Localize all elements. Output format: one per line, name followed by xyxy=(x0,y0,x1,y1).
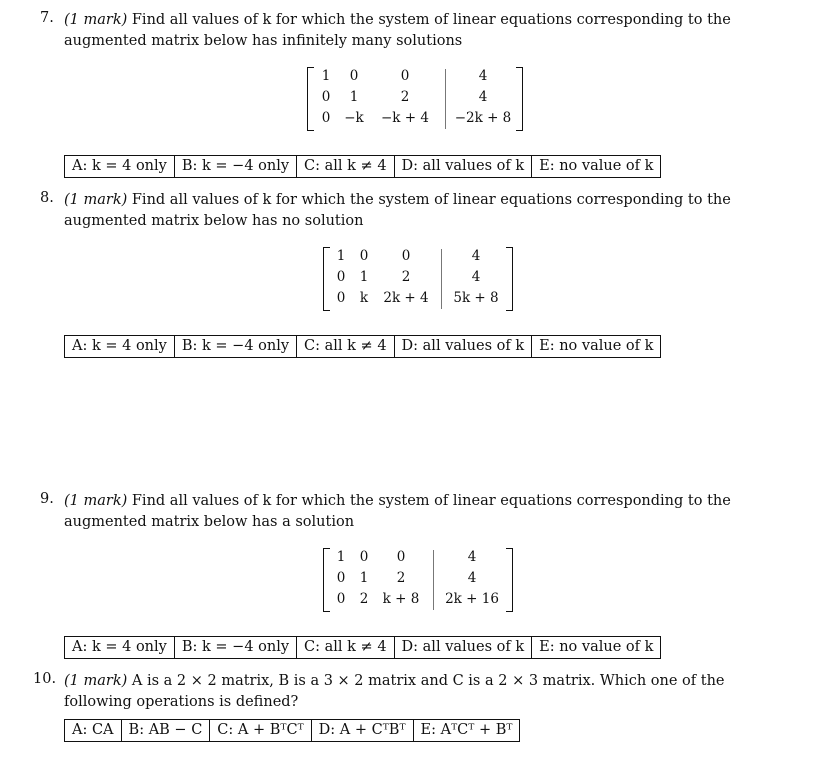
matrix-cell: 0 xyxy=(336,290,346,306)
choice-e[interactable]: E: no value of k xyxy=(539,338,654,354)
matrix-cell: −k + 4 xyxy=(381,110,429,126)
question-text xyxy=(64,491,776,533)
answer-choices xyxy=(64,155,661,178)
augment-bar xyxy=(433,550,434,610)
choice-d[interactable]: D: A + CᵀBᵀ xyxy=(312,720,414,741)
choice-e[interactable]: E: no value of k xyxy=(539,158,654,174)
question-text xyxy=(64,671,776,713)
matrix-cell: 1 xyxy=(336,248,346,264)
choice-b[interactable]: B: k = −4 only xyxy=(175,156,297,177)
left-bracket xyxy=(323,548,330,612)
matrix-cell: 2k + 4 xyxy=(383,290,429,306)
choice-d[interactable]: D: all values of k xyxy=(395,156,533,177)
matrix-cell: 0 xyxy=(349,68,359,84)
matrix-cell: 4 xyxy=(471,269,481,285)
matrix-cell: 1 xyxy=(349,89,359,105)
choice-d[interactable]: D: all values of k xyxy=(395,637,533,658)
matrix-cell: 0 xyxy=(321,110,331,126)
matrix-cell: 2 xyxy=(400,89,410,105)
matrix-cell: 0 xyxy=(359,248,369,264)
matrix-cell: 0 xyxy=(359,549,369,565)
matrix-cell: 1 xyxy=(336,549,346,565)
matrix-cell: k + 8 xyxy=(382,591,420,607)
matrix-cell: 2 xyxy=(401,269,411,285)
matrix-cell: 4 xyxy=(467,549,477,565)
matrix-cell: 0 xyxy=(321,89,331,105)
matrix-cell: k xyxy=(359,290,369,306)
question-text-line1: Find all values of k for which the system of linear equations corresponding to the xyxy=(131,192,731,208)
augmented-matrix xyxy=(307,67,523,131)
matrix-cell: 4 xyxy=(478,89,488,105)
choice-b[interactable]: B: k = −4 only xyxy=(175,336,297,357)
matrix-cell: 0 xyxy=(396,549,406,565)
right-bracket xyxy=(506,247,513,311)
mark-label: (1 mark) xyxy=(64,192,128,208)
choice-b[interactable]: B: k = −4 only xyxy=(175,637,297,658)
matrix-cell: 4 xyxy=(471,248,481,264)
choice-d[interactable]: D: all values of k xyxy=(395,336,533,357)
augmented-matrix xyxy=(323,548,513,612)
answer-choices xyxy=(64,335,661,358)
matrix-cell: 0 xyxy=(401,248,411,264)
choice-c[interactable]: C: all k ≠ 4 xyxy=(297,156,395,177)
matrix-cell: 4 xyxy=(478,68,488,84)
choice-e[interactable]: E: AᵀCᵀ + Bᵀ xyxy=(420,722,513,738)
question-number: 8. xyxy=(40,190,54,206)
augment-bar xyxy=(445,69,446,129)
augment-bar xyxy=(441,249,442,309)
right-bracket xyxy=(506,548,513,612)
matrix-cell: 1 xyxy=(359,570,369,586)
choice-a[interactable]: A: k = 4 only xyxy=(65,637,175,658)
question-number: 9. xyxy=(40,491,54,507)
choice-c[interactable]: C: all k ≠ 4 xyxy=(297,336,395,357)
matrix-cell: 4 xyxy=(467,570,477,586)
mark-label: (1 mark) xyxy=(64,673,128,689)
matrix-cell: 1 xyxy=(321,68,331,84)
right-bracket xyxy=(516,67,523,131)
mark-label: (1 mark) xyxy=(64,493,128,509)
matrix-cell: 1 xyxy=(359,269,369,285)
answer-choices xyxy=(64,719,520,742)
matrix-cell: 0 xyxy=(400,68,410,84)
question-text-line1: A is a 2 × 2 matrix, B is a 3 × 2 matrix and C is a 2 × 3 matrix. Which one of the xyxy=(131,673,725,689)
choice-c[interactable]: C: A + BᵀCᵀ xyxy=(210,720,311,741)
choice-a[interactable]: A: CA xyxy=(65,720,122,741)
matrix-cell: 2 xyxy=(396,570,406,586)
choice-b[interactable]: B: AB − C xyxy=(122,720,211,741)
matrix-cell: 0 xyxy=(336,591,346,607)
question-text-line1: Find all values of k for which the system of linear equations corresponding to the xyxy=(131,493,731,509)
augmented-matrix xyxy=(323,247,513,311)
matrix-cell: −k xyxy=(344,110,364,126)
question-text-line2: augmented matrix below has no solution xyxy=(64,213,364,229)
question-number: 7. xyxy=(40,10,54,26)
choice-a[interactable]: A: k = 4 only xyxy=(65,336,175,357)
choice-c[interactable]: C: all k ≠ 4 xyxy=(297,637,395,658)
mark-label: (1 mark) xyxy=(64,12,128,28)
left-bracket xyxy=(323,247,330,311)
left-bracket xyxy=(307,67,314,131)
matrix-cell: 0 xyxy=(336,269,346,285)
choice-a[interactable]: A: k = 4 only xyxy=(65,156,175,177)
matrix-cell: 0 xyxy=(336,570,346,586)
question-text-line1: Find all values of k for which the system of linear equations corresponding to the xyxy=(131,12,731,28)
matrix-cell: 5k + 8 xyxy=(453,290,499,306)
question-text-line2: augmented matrix below has infinitely many solutions xyxy=(64,33,463,49)
choice-e[interactable]: E: no value of k xyxy=(539,639,654,655)
question-number: 10. xyxy=(33,671,57,687)
matrix-cell: 2 xyxy=(359,591,369,607)
question-text xyxy=(64,190,776,232)
question-text xyxy=(64,10,776,52)
question-text-line2: following operations is defined? xyxy=(64,694,299,710)
matrix-cell: 2k + 16 xyxy=(445,591,499,607)
question-text-line2: augmented matrix below has a solution xyxy=(64,514,355,530)
matrix-cell: −2k + 8 xyxy=(454,110,512,126)
answer-choices xyxy=(64,636,661,659)
